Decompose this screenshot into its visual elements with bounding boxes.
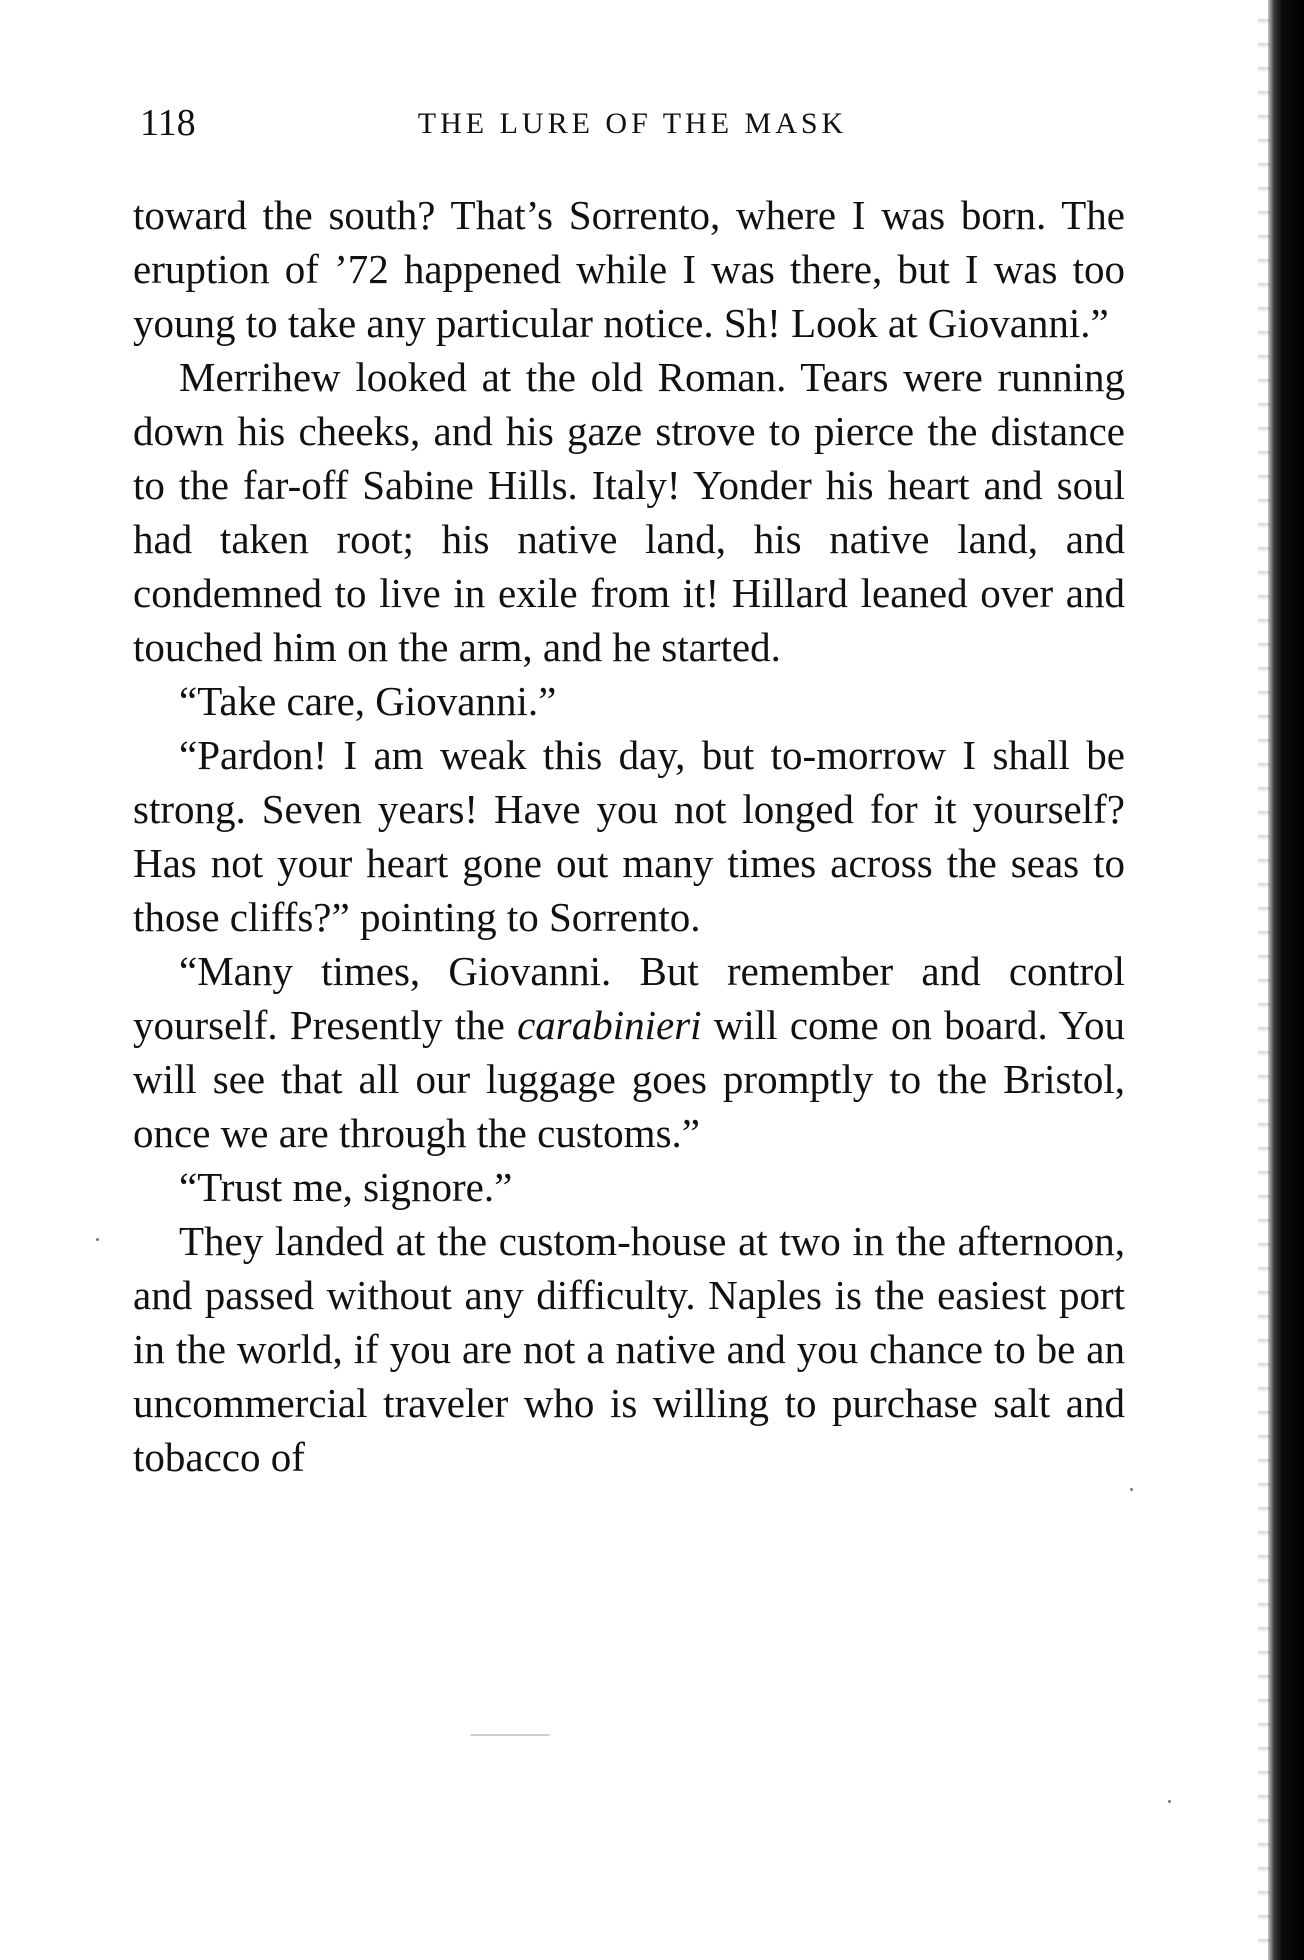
print-speck (1168, 1800, 1171, 1803)
print-speck (470, 1734, 550, 1736)
print-speck (1130, 1488, 1133, 1491)
paragraph: “Take care, Giovanni.” (179, 678, 557, 724)
paragraph-text: will come on board. You will see that all our luggage goes promptly to the Bristol, once we are through the customs.” (133, 1002, 1125, 1156)
running-title: THE LURE OF THE MASK (417, 107, 848, 140)
print-speck (96, 1238, 99, 1241)
body-text (133, 188, 1125, 1484)
paragraph-text: “Many times, Giovanni. But remember and control yourself. Presently the (133, 948, 1125, 1048)
page-header (140, 98, 1125, 148)
scanned-page-edge (1268, 0, 1304, 1960)
page-number: 118 (140, 102, 196, 144)
paragraph-continued: toward the south? That’s Sorrento, where I was born. The eruption of ’72 happened while I was there, but I was too young to take any particular notice. Sh! Look at Giovanni.” (133, 192, 1125, 346)
paragraph: “Pardon! I am weak this day, but to-morrow I shall be strong. Seven years! Have you not longed for it yourself? Has not your heart gone out many times across the seas to those cliffs?” pointing to Sorrento. (133, 732, 1125, 940)
italic-word: carabinieri (517, 1002, 702, 1048)
paragraph-with-italic (133, 944, 1125, 1160)
paragraph: Merrihew looked at the old Roman. Tears were running down his cheeks, and his gaze strove to pierce the distance to the far-off Sabine Hills. Italy! Yonder his heart and soul had taken root; his native land, his native land, and condemned to live in exile from it! Hillard leaned over and touched him on the arm, and he started. (133, 354, 1125, 670)
paragraph: They landed at the custom-house at two in the afternoon, and passed without any difficulty. Naples is the easiest port in the world, if you are not a native and you chance to be an uncommercial traveler who is willing to purchase salt and tobacco of (133, 1218, 1125, 1480)
paragraph: “Trust me, signore.” (179, 1164, 513, 1210)
